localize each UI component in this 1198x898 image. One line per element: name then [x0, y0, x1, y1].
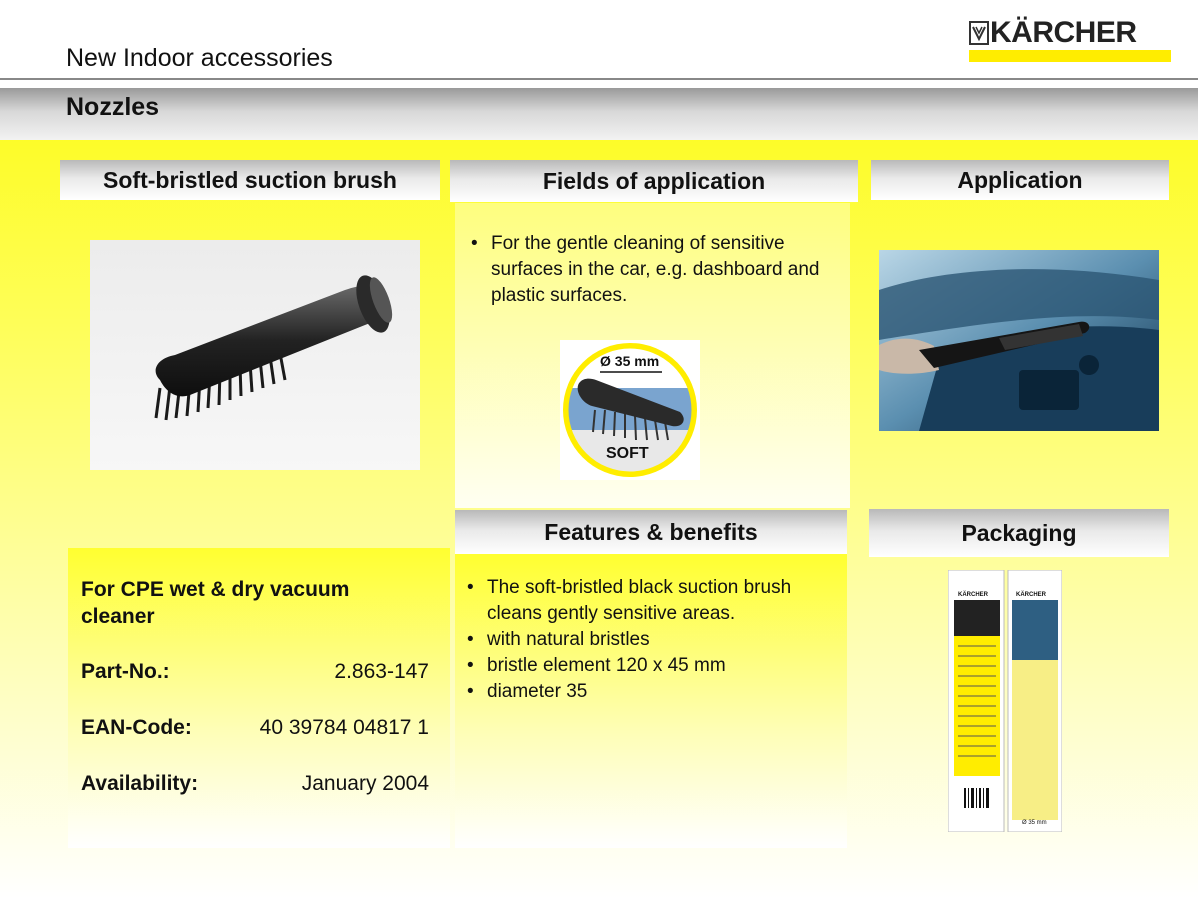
- availability-label: Availability:: [81, 772, 199, 795]
- application-header: Application: [871, 160, 1169, 200]
- availability-value: January 2004: [301, 772, 429, 795]
- feature-item: • with natural bristles: [467, 627, 839, 653]
- brand-logo: KÄRCHER: [990, 16, 1137, 49]
- product-image: [90, 240, 420, 470]
- section-title: Nozzles: [66, 93, 160, 121]
- feature-item: • The soft-bristled black suction brush cleans gently sensitive areas.: [467, 575, 839, 627]
- part-no-label: Part-No.:: [81, 660, 170, 683]
- part-no-row: [81, 660, 429, 684]
- ean-label: EAN-Code:: [81, 716, 192, 739]
- packaging-image: [948, 570, 1062, 832]
- availability-row: [81, 772, 429, 796]
- feature-item: • diameter 35: [467, 679, 839, 705]
- header-divider: [0, 78, 1198, 80]
- badge-type-label: SOFT: [606, 445, 649, 462]
- compatibility-text: For CPE wet & dry vacuum cleaner: [81, 578, 350, 628]
- packaging-brand-text: KÄRCHER: [958, 592, 988, 598]
- logo-yellow-bar: [969, 50, 1171, 62]
- packaging-brand-text-2: KÄRCHER: [1016, 592, 1046, 598]
- fields-card: [455, 203, 850, 508]
- spec-card: [68, 548, 450, 848]
- page-title: New Indoor accessories: [66, 44, 333, 72]
- product-header: Soft-bristled suction brush: [60, 160, 440, 200]
- features-list: [467, 575, 839, 705]
- ean-value: 40 39784 04817 1: [259, 716, 429, 739]
- fields-bullet: • For the gentle cleaning of sensitive surfaces in the car, e.g. dashboard and plastic surfaces.: [471, 231, 821, 309]
- part-no-value: 2.863-147: [334, 660, 429, 683]
- features-header: Features & benefits: [455, 510, 847, 554]
- badge-diameter-label: Ø 35 mm: [600, 353, 660, 369]
- fields-header: Fields of application: [450, 160, 858, 202]
- packaging-header: Packaging: [869, 509, 1169, 557]
- packaging-size-text: Ø 35 mm: [1022, 820, 1047, 826]
- application-photo: [879, 250, 1159, 431]
- ean-row: [81, 716, 429, 740]
- fields-list: [471, 231, 821, 309]
- section-bar: [0, 88, 1198, 140]
- logo-emblem-icon: [969, 21, 989, 45]
- soft-badge: [560, 340, 700, 480]
- features-card: [455, 554, 847, 848]
- feature-item: • bristle element 120 x 45 mm: [467, 653, 839, 679]
